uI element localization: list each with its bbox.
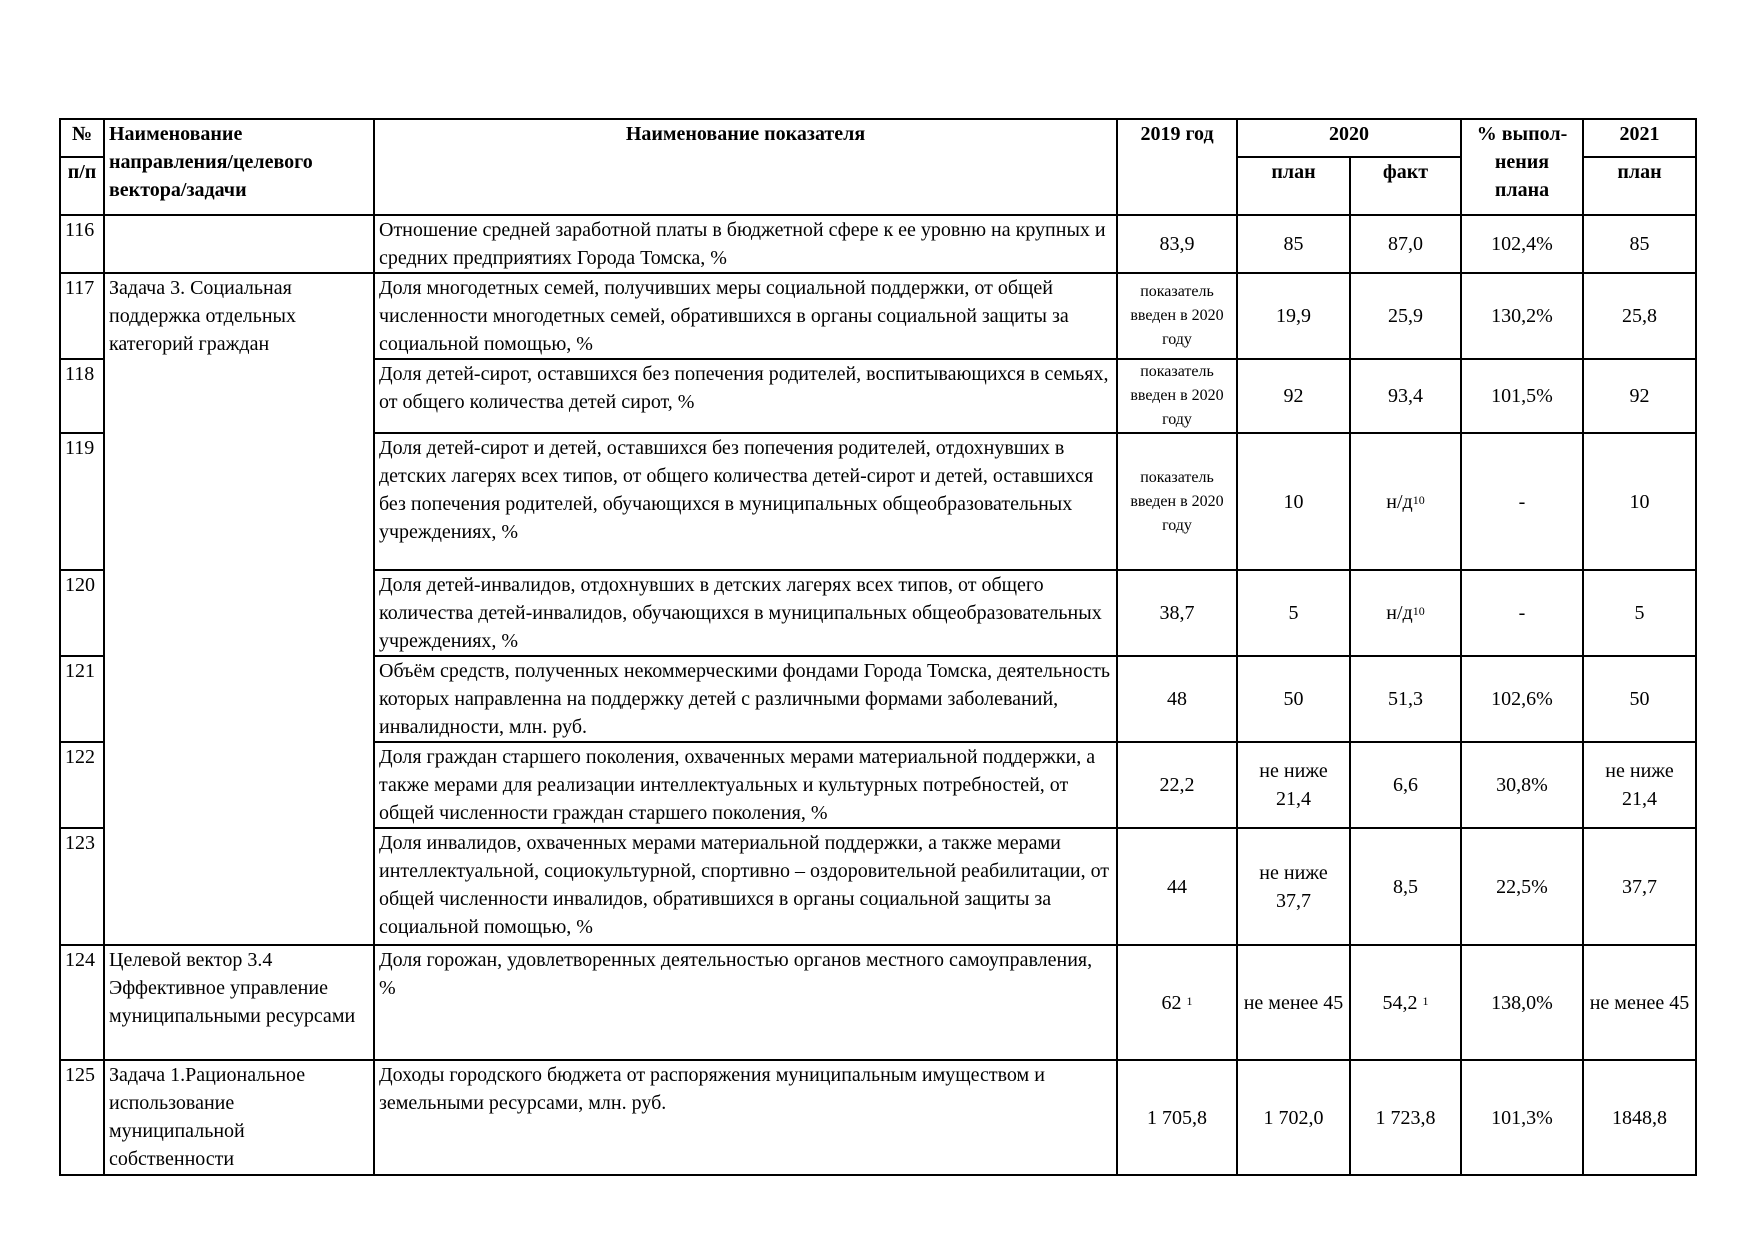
row-2019: 38,7 (1117, 570, 1237, 656)
row-percent: 101,5% (1461, 359, 1583, 433)
row-percent: 102,6% (1461, 656, 1583, 742)
indicators-table (59, 118, 1697, 1176)
row-2020-plan: 5 (1237, 570, 1350, 656)
row-2020-plan: не ниже 21,4 (1237, 742, 1350, 828)
row-2020-plan: 50 (1237, 656, 1350, 742)
row-2020-plan: 85 (1237, 215, 1350, 273)
row-percent: 102,4% (1461, 215, 1583, 273)
row-2019: 44 (1117, 828, 1237, 945)
row-direction-task3: Задача 3. Социальная поддержка отдельных категорий граждан (104, 273, 374, 945)
row-2020-fact: 54,2 $^1$ (1350, 945, 1461, 1060)
row-2019: показатель введен в 2020 году (1117, 359, 1237, 433)
row-2021-plan: 37,7 (1583, 828, 1696, 945)
row-indicator: Доля многодетных семей, получивших меры социальной поддержки, от общей численности многодетных семей, обратившихся в органы социальной защиты за социальной помощью, % (374, 273, 1117, 359)
table-row (60, 1060, 1696, 1175)
row-2020-plan: 19,9 (1237, 273, 1350, 359)
row-2020-fact: 6,6 (1350, 742, 1461, 828)
row-indicator: Доля детей-сирот, оставшихся без попечения родителей, воспитывающихся в семьях, от общего количества детей сирот, % (374, 359, 1117, 433)
row-number: 118 (60, 359, 104, 433)
row-direction-task1: Задача 1.Рациональное использование муниципальной собственности (104, 1060, 374, 1175)
row-2021-plan: не ниже 21,4 (1583, 742, 1696, 828)
row-2019: показатель введен в 2020 году (1117, 273, 1237, 359)
row-2020-fact: 8,5 (1350, 828, 1461, 945)
row-2020-fact: 51,3 (1350, 656, 1461, 742)
row-2020-plan: не менее 45 (1237, 945, 1350, 1060)
row-2020-plan: 10 (1237, 433, 1350, 570)
footnote-mark: 1 (1186, 993, 1193, 1008)
table-row (60, 215, 1696, 273)
row-percent: 22,5% (1461, 828, 1583, 945)
row-2020-plan: 1 702,0 (1237, 1060, 1350, 1175)
table-row (60, 945, 1696, 1060)
row-indicator: Доля детей-сирот и детей, оставшихся без попечения родителей, отдохнувших в детских лагерях всех типов, от общего количества детей-сирот и детей, оставшихся без попечения родителей, обучающихся в муниципальных общеобразовательных учреждениях, % (374, 433, 1117, 570)
row-2021-plan: 5 (1583, 570, 1696, 656)
row-direction-empty (104, 215, 374, 273)
header-percent: % выпол-нения плана (1461, 119, 1583, 215)
row-2019: 62 $^1$ (1117, 945, 1237, 1060)
row-indicator: Доля инвалидов, охваченных мерами материальной поддержки, а также мерами интеллектуальной, социокультурной, спортивно – оздоровительной реабилитации, от общей численности инвалидов, обратившихся в органы социальной защиты за социальной помощью, % (374, 828, 1117, 945)
row-2020-fact: 87,0 (1350, 215, 1461, 273)
row-2019: 1 705,8 (1117, 1060, 1237, 1175)
row-number: 123 (60, 828, 104, 945)
row-number: 117 (60, 273, 104, 359)
row-2021-plan: 85 (1583, 215, 1696, 273)
row-number: 120 (60, 570, 104, 656)
header-2020-plan: план (1237, 157, 1350, 215)
header-2020: 2020 (1237, 119, 1461, 157)
header-num: № (60, 119, 104, 157)
row-percent: 138,0% (1461, 945, 1583, 1060)
row-2019: показатель введен в 2020 году (1117, 433, 1237, 570)
row-2020-plan: 92 (1237, 359, 1350, 433)
row-number: 119 (60, 433, 104, 570)
row-percent: 101,3% (1461, 1060, 1583, 1175)
header-direction: Наименование направления/целевого вектора/задачи (104, 119, 374, 215)
row-2020-fact: $н/д^{10}$ (1350, 433, 1461, 570)
row-2020-fact: 25,9 (1350, 273, 1461, 359)
row-2020-plan: не ниже 37,7 (1237, 828, 1350, 945)
header-indicator: Наименование показателя (374, 119, 1117, 215)
row-2020-fact: 93,4 (1350, 359, 1461, 433)
header-num-sub: п/п (60, 157, 104, 215)
row-indicator: Объём средств, полученных некоммерческими фондами Города Томска, деятельность которых направленна на поддержку детей с различными формами заболеваний, инвалидности, млн. руб. (374, 656, 1117, 742)
row-2019: 22,2 (1117, 742, 1237, 828)
table-row (60, 273, 1696, 359)
row-direction-vector34: Целевой вектор 3.4 Эффективное управление муниципальными ресурсами (104, 945, 374, 1060)
row-2019: 83,9 (1117, 215, 1237, 273)
row-2021-plan: 50 (1583, 656, 1696, 742)
row-number: 122 (60, 742, 104, 828)
row-2021-plan: 92 (1583, 359, 1696, 433)
row-2020-fact: 1 723,8 (1350, 1060, 1461, 1175)
row-percent: 30,8% (1461, 742, 1583, 828)
row-2019: 48 (1117, 656, 1237, 742)
row-indicator: Доходы городского бюджета от распоряжения муниципальным имуществом и земельными ресурсами, млн. руб. (374, 1060, 1117, 1175)
row-number: 125 (60, 1060, 104, 1175)
footnote-mark: 10 (1412, 492, 1425, 507)
row-percent: - (1461, 433, 1583, 570)
row-2021-plan: 1848,8 (1583, 1060, 1696, 1175)
row-number: 116 (60, 215, 104, 273)
row-indicator: Доля граждан старшего поколения, охваченных мерами материальной поддержки, а также мерами для реализации интеллектуальных и культурных потребностей, от общей численности граждан старшего поколения, % (374, 742, 1117, 828)
header-2021-plan: план (1583, 157, 1696, 215)
header-2020-fact: факт (1350, 157, 1461, 215)
row-percent: - (1461, 570, 1583, 656)
row-number: 121 (60, 656, 104, 742)
row-2020-fact: $н/д^{10}$ (1350, 570, 1461, 656)
footnote-mark: 1 (1422, 993, 1429, 1008)
row-percent: 130,2% (1461, 273, 1583, 359)
row-indicator: Отношение средней заработной платы в бюджетной сфере к ее уровню на крупных и средних предприятиях Города Томска, % (374, 215, 1117, 273)
row-number: 124 (60, 945, 104, 1060)
row-indicator: Доля горожан, удовлетворенных деятельностью органов местного самоуправления, % (374, 945, 1117, 1060)
header-2021: 2021 (1583, 119, 1696, 157)
row-2021-plan: не менее 45 (1583, 945, 1696, 1060)
header-2019: 2019 год (1117, 119, 1237, 215)
footnote-mark: 10 (1412, 604, 1425, 618)
row-2021-plan: 10 (1583, 433, 1696, 570)
row-indicator: Доля детей-инвалидов, отдохнувших в детских лагерях всех типов, от общего количества детей-инвалидов, обучающихся в муниципальных общеобразовательных учреждениях, % (374, 570, 1117, 656)
row-2021-plan: 25,8 (1583, 273, 1696, 359)
